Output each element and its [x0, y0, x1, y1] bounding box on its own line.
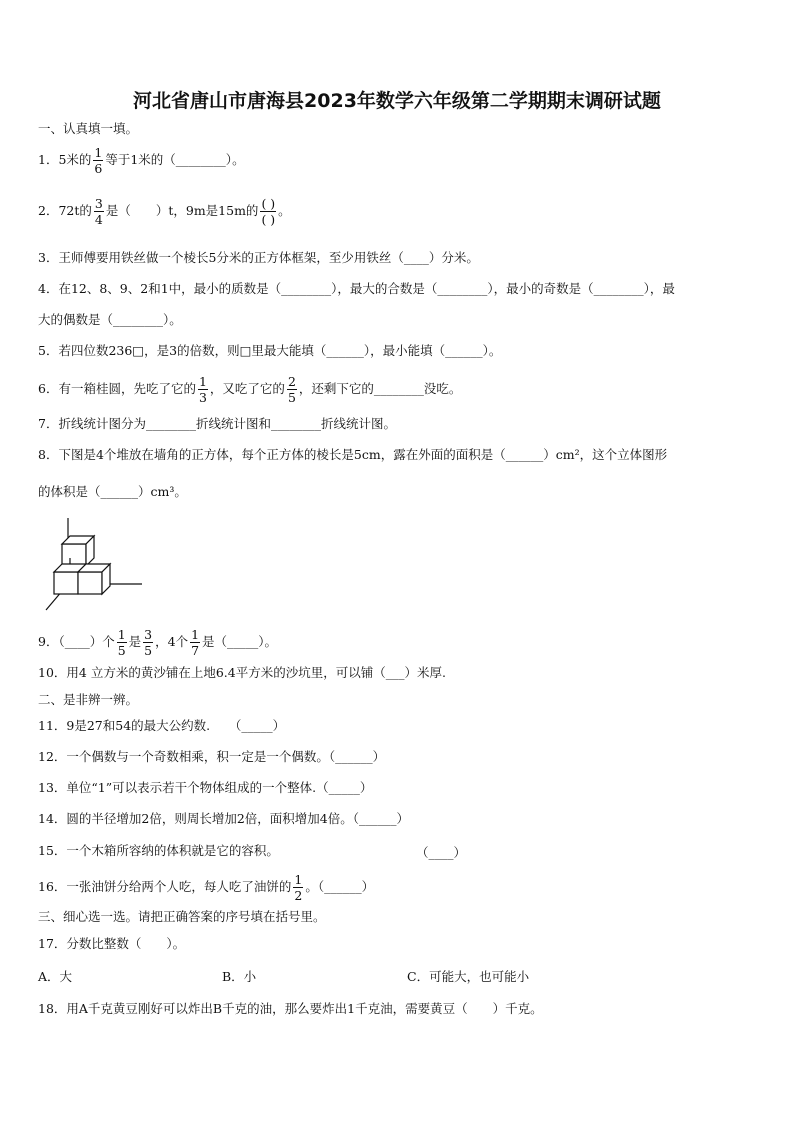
question-14: 14．圆的半径增加2倍，则周长增加2倍，面积增加4倍。（______）: [38, 811, 410, 826]
q2-mid: 是（ ）t，9m是15m的: [105, 203, 259, 218]
option-b: B．小: [222, 969, 257, 984]
question-1: [38, 145, 245, 176]
question-15: 15．一个木箱所容纳的体积就是它的容积。: [38, 843, 279, 858]
fraction: $\frac{1}{5}$: [117, 627, 126, 658]
q1-pre: 1．5米的: [38, 152, 92, 167]
q2-post: 。: [278, 203, 291, 218]
q6-post: ，还剩下它的________没吃。: [298, 381, 462, 396]
section-heading-1: 一、认真填一填。: [38, 121, 139, 136]
section-heading-2: 二、是非辨一辨。: [38, 692, 139, 707]
page-title: 河北省唐山市唐海县2023年数学六年级第二学期期末调研试题: [133, 90, 661, 112]
q9-pre: 9．（____）个: [38, 634, 115, 649]
question-10: 10．用4 立方米的黄沙铺在上地6.4平方米的沙坑里，可以铺（___）米厚.: [38, 665, 446, 680]
fraction: $\frac{1}{6}$: [94, 145, 103, 176]
question-5: 5．若四位数236□，是3的倍数，则□里最大能填（______），最小能填（______）。: [38, 343, 502, 358]
q9-mid: 是: [128, 634, 142, 649]
q9-post: 是（_____）。: [202, 634, 278, 649]
fraction: $\frac{2}{5}$: [287, 374, 296, 405]
q16-pre: 16．一张油饼分给两个人吃，每人吃了油饼的: [38, 879, 292, 894]
q9-mid2: ，4个: [155, 634, 189, 649]
q16-post: 。（______）: [305, 879, 375, 894]
q6-mid: ，又吃了它的: [209, 381, 285, 396]
question-18: 18．用A千克黄豆刚好可以炸出B千克的油，那么要炸出1千克油，需要黄豆（ ）千克。: [38, 1001, 543, 1016]
fraction-blank: ( ) ( ): [261, 196, 276, 227]
question-8-line-1: 8．下图是4个堆放在墙角的正方体，每个正方体的棱长是5cm，露在外面的面积是（______）cm²，这个立体图形: [38, 447, 668, 462]
question-6: [38, 374, 461, 405]
question-12: 12．一个偶数与一个奇数相乘，积一定是一个偶数。（______）: [38, 749, 386, 764]
question-15-blank: （____）: [416, 845, 467, 860]
question-7: 7．折线统计图分为________折线统计图和________折线统计图。: [38, 416, 396, 431]
fraction: $\frac{1}{3}$: [198, 374, 207, 405]
q2-pre: 2．72t的: [38, 203, 92, 218]
question-16: [38, 872, 374, 903]
question-4-line-1: 4．在12、8、9、2和1中，最小的质数是（________），最大的合数是（________），最小的奇数是（________），最: [38, 281, 675, 296]
question-2: [38, 196, 291, 227]
question-3: 3．王师傅要用铁丝做一个棱长5分米的正方体框架，至少用铁丝（____）分米。: [38, 250, 479, 265]
section-heading-3: 三、细心选一选。请把正确答案的序号填在括号里。: [38, 909, 326, 924]
option-c: C．可能大，也可能小: [407, 969, 530, 984]
q6-pre: 6．有一箱桂圆，先吃了它的: [38, 381, 196, 396]
option-a: A．大: [38, 969, 73, 984]
question-4-line-2: 大的偶数是（________）。: [38, 312, 182, 327]
question-8-line-2: 的体积是（______）cm³。: [38, 484, 187, 499]
question-13: 13．单位“1”可以表示若干个物体组成的一个整体.（_____）: [38, 780, 373, 795]
fraction: $\frac{1}{2}$: [294, 872, 303, 903]
fraction: $\frac{1}{7}$: [191, 627, 200, 658]
stacked-cubes-figure: [38, 516, 148, 616]
question-11: 11．9是27和54的最大公约数. （_____）: [38, 718, 286, 733]
question-9: [38, 627, 277, 658]
q1-post: 等于1米的（________）。: [105, 152, 245, 167]
question-17: 17．分数比整数（ ）。: [38, 936, 186, 951]
fraction: $\frac{3}{4}$: [94, 196, 103, 227]
fraction: $\frac{3}{5}$: [144, 627, 153, 658]
